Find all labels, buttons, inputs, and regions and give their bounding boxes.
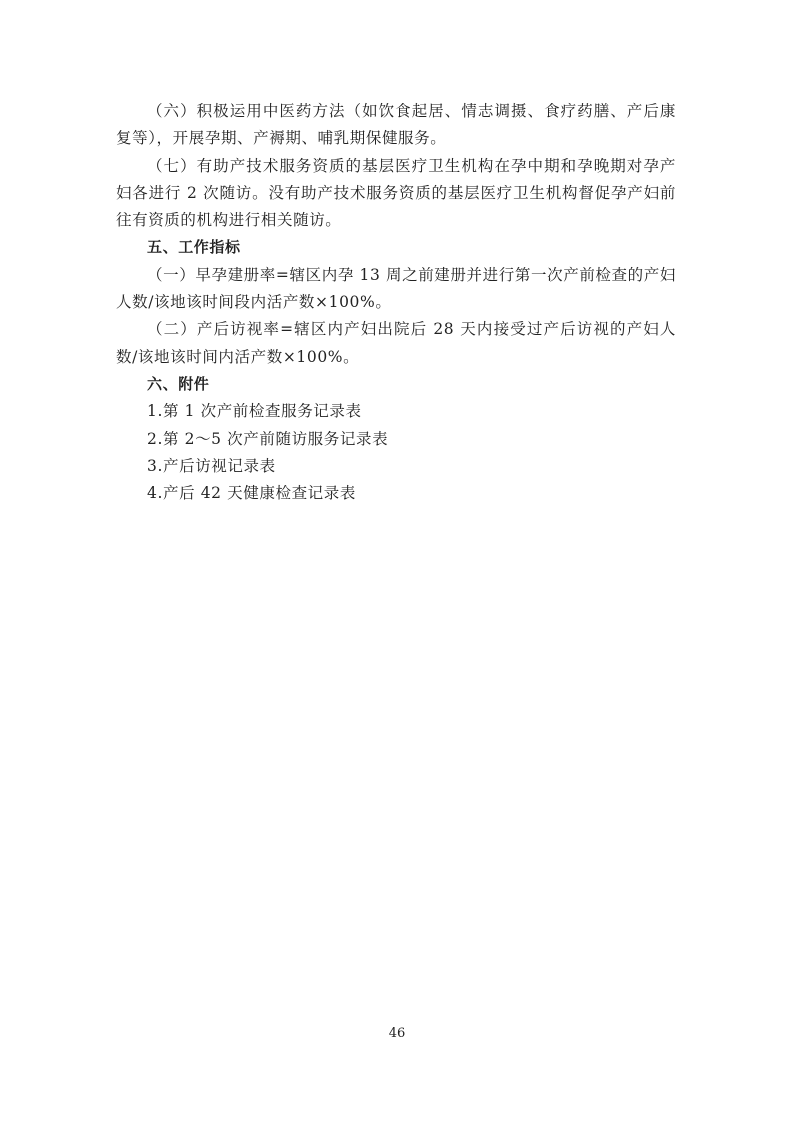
section-heading-attachments: 六、附件	[147, 374, 210, 393]
indicator-early-registration-rate: （一）早孕建册率=辖区内孕 13 周之前建册并进行第一次产前检查的产妇人数/该地该时间段内活产数×100%。	[116, 265, 676, 312]
page-number: 46	[388, 1026, 406, 1041]
attachment-item-4: 4.产后 42 天健康检查记录表	[147, 484, 356, 503]
indicator-postpartum-visit-rate: （二）产后访视率=辖区内产妇出院后 28 天内接受过产后访视的产妇人数/该地该时间内活产数×100%。	[116, 320, 676, 366]
page-content	[116, 98, 676, 507]
paragraph-item-7: （七）有助产技术服务资质的基层医疗卫生机构在孕中期和孕晚期对孕产妇各进行 2 次随访。没有助产技术服务资质的基层医疗卫生机构督促孕产妇前往有资质的机构进行相关随访。	[116, 156, 676, 230]
attachment-item-3: 3.产后访视记录表	[147, 456, 276, 475]
paragraph-item-6: （六）积极运用中医药方法（如饮食起居、情志调摄、食疗药膳、产后康复等），开展孕期、产褥期、哺乳期保健服务。	[116, 102, 676, 148]
attachment-item-1: 1.第 1 次产前检查服务记录表	[147, 402, 362, 421]
attachment-item-2: 2.第 2～5 次产前随访服务记录表	[147, 429, 389, 448]
section-heading-work-indicators: 五、工作指标	[147, 238, 241, 257]
